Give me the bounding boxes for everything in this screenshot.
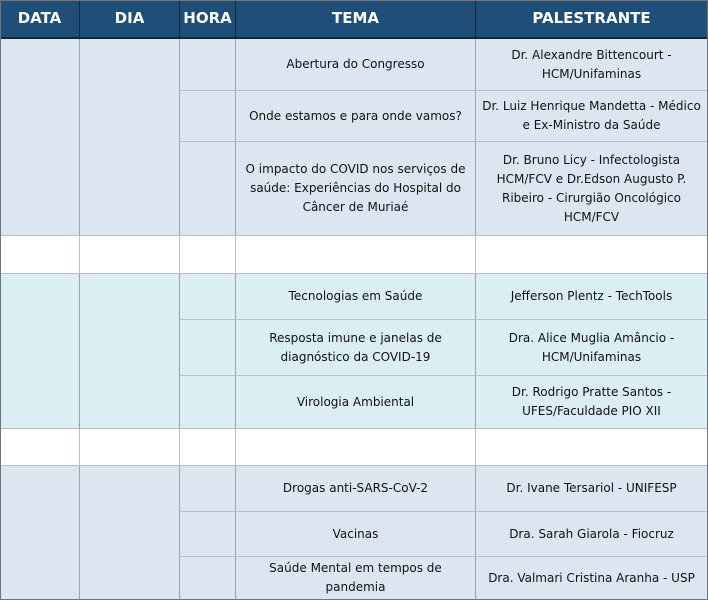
session-palestrante <box>476 466 708 512</box>
session-palestrante <box>476 142 708 236</box>
spacer-divider <box>79 236 80 273</box>
session-palestrante-line: Dra. Alice Muglia Amâncio - <box>508 330 675 345</box>
session-palestrante-line: e Ex-Ministro da Saúde <box>522 118 661 132</box>
session-palestrante-line: HCM/FCV e Dr.Edson Augusto P. <box>496 171 687 186</box>
day-date <box>0 274 80 429</box>
session-hora <box>180 466 236 512</box>
session-tema-line: Virologia Ambiental <box>296 394 415 409</box>
spacer-divider <box>475 429 476 465</box>
spacer-divider <box>79 429 80 465</box>
header-dia: DIA <box>80 0 180 39</box>
session-tema-line: O impacto do COVID nos serviços de <box>245 162 466 176</box>
session-tema <box>236 39 476 91</box>
session-palestrante-line: Dra. Valmari Cristina Aranha - USP <box>488 570 695 585</box>
session-tema <box>236 91 476 142</box>
session-palestrante-line: Ribeiro - Cirurgião Oncológico <box>502 190 681 205</box>
session-palestrante-text <box>497 151 687 227</box>
day-weekday <box>80 466 180 600</box>
session-hora <box>180 274 236 320</box>
session-palestrante-text <box>512 383 671 421</box>
session-tema-line: Abertura do Congresso <box>286 57 425 71</box>
session-tema-text <box>333 525 379 544</box>
spacer-row <box>0 429 708 466</box>
header-tema: TEMA <box>236 0 476 39</box>
session-tema-text <box>240 559 471 597</box>
session-palestrante-text <box>511 46 671 84</box>
session-tema-text <box>246 160 466 217</box>
session-palestrante-text <box>509 329 675 367</box>
session-tema <box>236 274 476 320</box>
session-tema-text <box>289 287 423 306</box>
session-palestrante-line: Dr. Alexandre Bittencourt - <box>511 47 672 62</box>
spacer-divider <box>179 236 180 273</box>
session-tema <box>236 142 476 236</box>
session-tema-text <box>286 55 424 74</box>
session-palestrante-line: Jefferson Plentz - TechTools <box>510 289 673 303</box>
session-palestrante-text <box>509 525 674 544</box>
session-palestrante <box>476 91 708 142</box>
session-tema <box>236 466 476 512</box>
session-palestrante-line: Dra. Sarah Giarola - Fiocruz <box>509 526 674 541</box>
session-tema-line: Vacinas <box>332 526 379 541</box>
session-palestrante-line: Dr. Bruno Licy - Infectologista <box>502 152 681 167</box>
session-tema-line: Drogas anti-SARS-CoV-2 <box>282 481 429 495</box>
session-palestrante-text <box>482 97 701 135</box>
session-palestrante-text <box>511 287 672 306</box>
session-palestrante <box>476 274 708 320</box>
session-tema-text <box>283 479 428 498</box>
session-palestrante-line: HCM/Unifaminas <box>541 66 642 81</box>
session-palestrante-line: HCM/Unifaminas <box>541 349 642 364</box>
session-tema-line: Saúde Mental em tempos de pandemia <box>269 561 442 594</box>
session-tema-line: diagnóstico da COVID-19 <box>280 349 431 364</box>
session-hora <box>180 91 236 142</box>
session-palestrante <box>476 376 708 429</box>
session-tema <box>236 320 476 376</box>
session-palestrante <box>476 320 708 376</box>
spacer-divider <box>235 236 236 273</box>
session-tema <box>236 512 476 557</box>
header-palestrante: PALESTRANTE <box>476 0 708 39</box>
session-tema-line: Câncer de Muriaé <box>302 200 409 214</box>
spacer-divider <box>475 236 476 273</box>
session-palestrante-line: Dr. Ivane Tersariol - UNIFESP <box>506 481 677 495</box>
day-date <box>0 39 80 236</box>
spacer-divider <box>179 429 180 465</box>
header-data: DATA <box>0 0 80 39</box>
session-tema-line: Tecnologias em Saúde <box>288 289 423 303</box>
session-tema <box>236 376 476 429</box>
session-tema-line: Resposta imune e janelas de <box>269 330 442 345</box>
session-hora <box>180 557 236 600</box>
day-date <box>0 466 80 600</box>
session-palestrante-text <box>506 479 676 498</box>
session-tema-text <box>269 329 442 367</box>
day-weekday <box>80 274 180 429</box>
header-hora: HORA <box>180 0 236 39</box>
session-palestrante <box>476 512 708 557</box>
spacer-row <box>0 236 708 274</box>
session-palestrante-line: Dr. Luiz Henrique Mandetta - Médico <box>482 99 701 113</box>
session-tema-text <box>297 393 414 412</box>
session-palestrante <box>476 557 708 600</box>
session-palestrante-line: HCM/FCV <box>563 209 620 224</box>
session-tema <box>236 557 476 600</box>
session-tema-text <box>249 107 462 126</box>
session-hora <box>180 320 236 376</box>
session-palestrante-line: UFES/Faculdade PIO XII <box>522 404 661 418</box>
session-palestrante-line: Dr. Rodrigo Pratte Santos - <box>511 385 672 399</box>
session-hora <box>180 512 236 557</box>
session-tema-line: saúde: Experiências do Hospital do <box>250 181 461 195</box>
session-palestrante <box>476 39 708 91</box>
session-hora <box>180 142 236 236</box>
session-tema-line: Onde estamos e para onde vamos? <box>249 108 462 123</box>
session-palestrante-text <box>488 569 695 588</box>
day-weekday <box>80 39 180 236</box>
session-hora <box>180 376 236 429</box>
session-hora <box>180 39 236 91</box>
spacer-divider <box>235 429 236 465</box>
